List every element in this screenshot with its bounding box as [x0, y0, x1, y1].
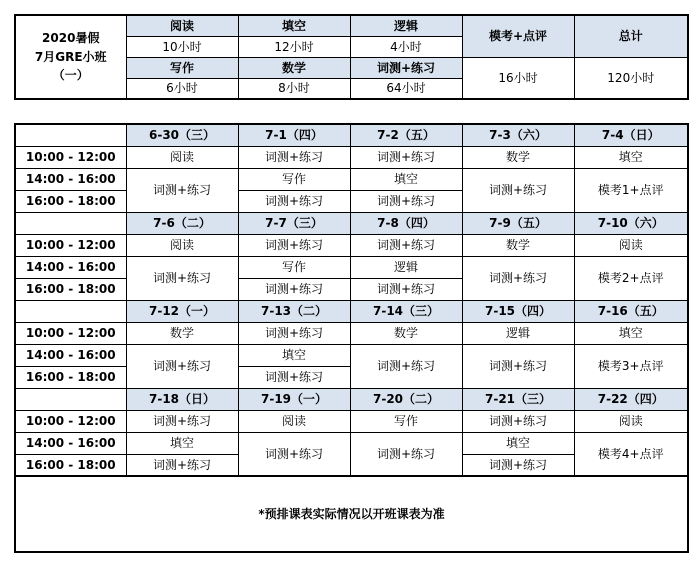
class-cell: 模考2+点评: [574, 256, 688, 300]
class-cell: 词测+练习: [238, 432, 350, 476]
class-cell: 填空: [574, 322, 688, 344]
time-slot-afternoon-2: 16:00 - 18:00: [15, 454, 126, 476]
hours-logic: 4小时: [350, 36, 462, 57]
class-cell: 词测+练习: [126, 410, 238, 432]
date-header: 7-21（三）: [462, 388, 574, 410]
class-cell: 词测+练习: [462, 410, 574, 432]
class-cell: 数学: [462, 146, 574, 168]
time-slot-morning: 10:00 - 12:00: [15, 234, 126, 256]
weekly-schedule-table: [14, 123, 689, 553]
time-slot-morning: 10:00 - 12:00: [15, 146, 126, 168]
hours-math: 8小时: [238, 78, 350, 99]
time-slot-afternoon-1: 14:00 - 16:00: [15, 256, 126, 278]
subject-math: 数学: [238, 57, 350, 78]
class-cell: 词测+练习: [126, 256, 238, 300]
date-header: 7-6（二）: [126, 212, 238, 234]
class-cell: 词测+练习: [350, 190, 462, 212]
date-header-blank: [15, 388, 126, 410]
date-header: 7-1（四）: [238, 124, 350, 146]
date-header: 7-18（日）: [126, 388, 238, 410]
class-cell: 填空: [574, 146, 688, 168]
class-cell: 词测+练习: [238, 366, 350, 388]
class-cell: 填空: [350, 168, 462, 190]
date-header: 7-14（三）: [350, 300, 462, 322]
hours-writing: 6小时: [126, 78, 238, 99]
class-cell: 模考3+点评: [574, 344, 688, 388]
date-header: 7-9（五）: [462, 212, 574, 234]
subject-fill-in: 填空: [238, 15, 350, 36]
class-cell: 词测+练习: [238, 190, 350, 212]
class-cell: 逻辑: [462, 322, 574, 344]
class-cell: 阅读: [126, 146, 238, 168]
course-title: [15, 15, 126, 99]
hours-mock-exam: 16小时: [462, 57, 574, 99]
time-slot-afternoon-1: 14:00 - 16:00: [15, 168, 126, 190]
date-header: 7-15（四）: [462, 300, 574, 322]
time-slot-afternoon-1: 14:00 - 16:00: [15, 344, 126, 366]
course-title-line-2: 7月GRE小班: [34, 49, 107, 64]
class-cell: 数学: [350, 322, 462, 344]
date-header-blank: [15, 300, 126, 322]
class-cell: 词测+练习: [462, 454, 574, 476]
hours-total: 120小时: [574, 57, 688, 99]
class-cell: 词测+练习: [462, 168, 574, 212]
class-cell: 阅读: [238, 410, 350, 432]
class-cell: 阅读: [126, 234, 238, 256]
class-cell: 词测+练习: [350, 432, 462, 476]
class-cell: 数学: [462, 234, 574, 256]
class-cell: 阅读: [574, 234, 688, 256]
date-header: 7-19（一）: [238, 388, 350, 410]
class-cell: 写作: [238, 168, 350, 190]
date-header: 7-3（六）: [462, 124, 574, 146]
date-header: 7-7（三）: [238, 212, 350, 234]
subject-reading: 阅读: [126, 15, 238, 36]
class-cell: 词测+练习: [238, 322, 350, 344]
date-header: 7-10（六）: [574, 212, 688, 234]
date-header-blank: [15, 212, 126, 234]
class-cell: 逻辑: [350, 256, 462, 278]
class-cell: 数学: [126, 322, 238, 344]
class-cell: 词测+练习: [238, 146, 350, 168]
date-header: 7-13（二）: [238, 300, 350, 322]
date-header: 7-16（五）: [574, 300, 688, 322]
hours-reading: 10小时: [126, 36, 238, 57]
class-cell: 词测+练习: [126, 454, 238, 476]
class-cell: 填空: [238, 344, 350, 366]
class-cell: 词测+练习: [126, 344, 238, 388]
class-cell: 词测+练习: [462, 344, 574, 388]
class-cell: 词测+练习: [238, 234, 350, 256]
class-cell: 词测+练习: [126, 168, 238, 212]
date-header-blank: [15, 124, 126, 146]
subject-vocab-practice: 词测+练习: [350, 57, 462, 78]
subject-mock-exam: 模考+点评: [462, 15, 574, 57]
schedule-note: *预排课表实际情况以开班课表为准: [15, 476, 688, 552]
class-cell: 词测+练习: [238, 278, 350, 300]
course-title-line-1: 2020暑假: [42, 31, 100, 46]
time-slot-morning: 10:00 - 12:00: [15, 322, 126, 344]
class-cell: 阅读: [574, 410, 688, 432]
class-cell: 词测+练习: [350, 146, 462, 168]
subject-logic: 逻辑: [350, 15, 462, 36]
date-header: 6-30（三）: [126, 124, 238, 146]
class-cell: 词测+练习: [350, 344, 462, 388]
date-header: 7-12（一）: [126, 300, 238, 322]
date-header: 7-20（二）: [350, 388, 462, 410]
hours-fill-in: 12小时: [238, 36, 350, 57]
hours-vocab-practice: 64小时: [350, 78, 462, 99]
class-cell: 写作: [350, 410, 462, 432]
class-cell: 写作: [238, 256, 350, 278]
course-title-line-3: （一）: [52, 68, 89, 83]
date-header: 7-8（四）: [350, 212, 462, 234]
time-slot-morning: 10:00 - 12:00: [15, 410, 126, 432]
class-cell: 模考4+点评: [574, 432, 688, 476]
time-slot-afternoon-2: 16:00 - 18:00: [15, 366, 126, 388]
date-header: 7-2（五）: [350, 124, 462, 146]
time-slot-afternoon-1: 14:00 - 16:00: [15, 432, 126, 454]
date-header: 7-22（四）: [574, 388, 688, 410]
time-slot-afternoon-2: 16:00 - 18:00: [15, 278, 126, 300]
course-summary-table: [14, 14, 689, 100]
date-header: 7-4（日）: [574, 124, 688, 146]
class-cell: 词测+练习: [462, 256, 574, 300]
class-cell: 填空: [126, 432, 238, 454]
class-cell: 词测+练习: [350, 278, 462, 300]
subject-writing: 写作: [126, 57, 238, 78]
class-cell: 词测+练习: [350, 234, 462, 256]
class-cell: 模考1+点评: [574, 168, 688, 212]
time-slot-afternoon-2: 16:00 - 18:00: [15, 190, 126, 212]
class-cell: 填空: [462, 432, 574, 454]
subject-total: 总计: [574, 15, 688, 57]
